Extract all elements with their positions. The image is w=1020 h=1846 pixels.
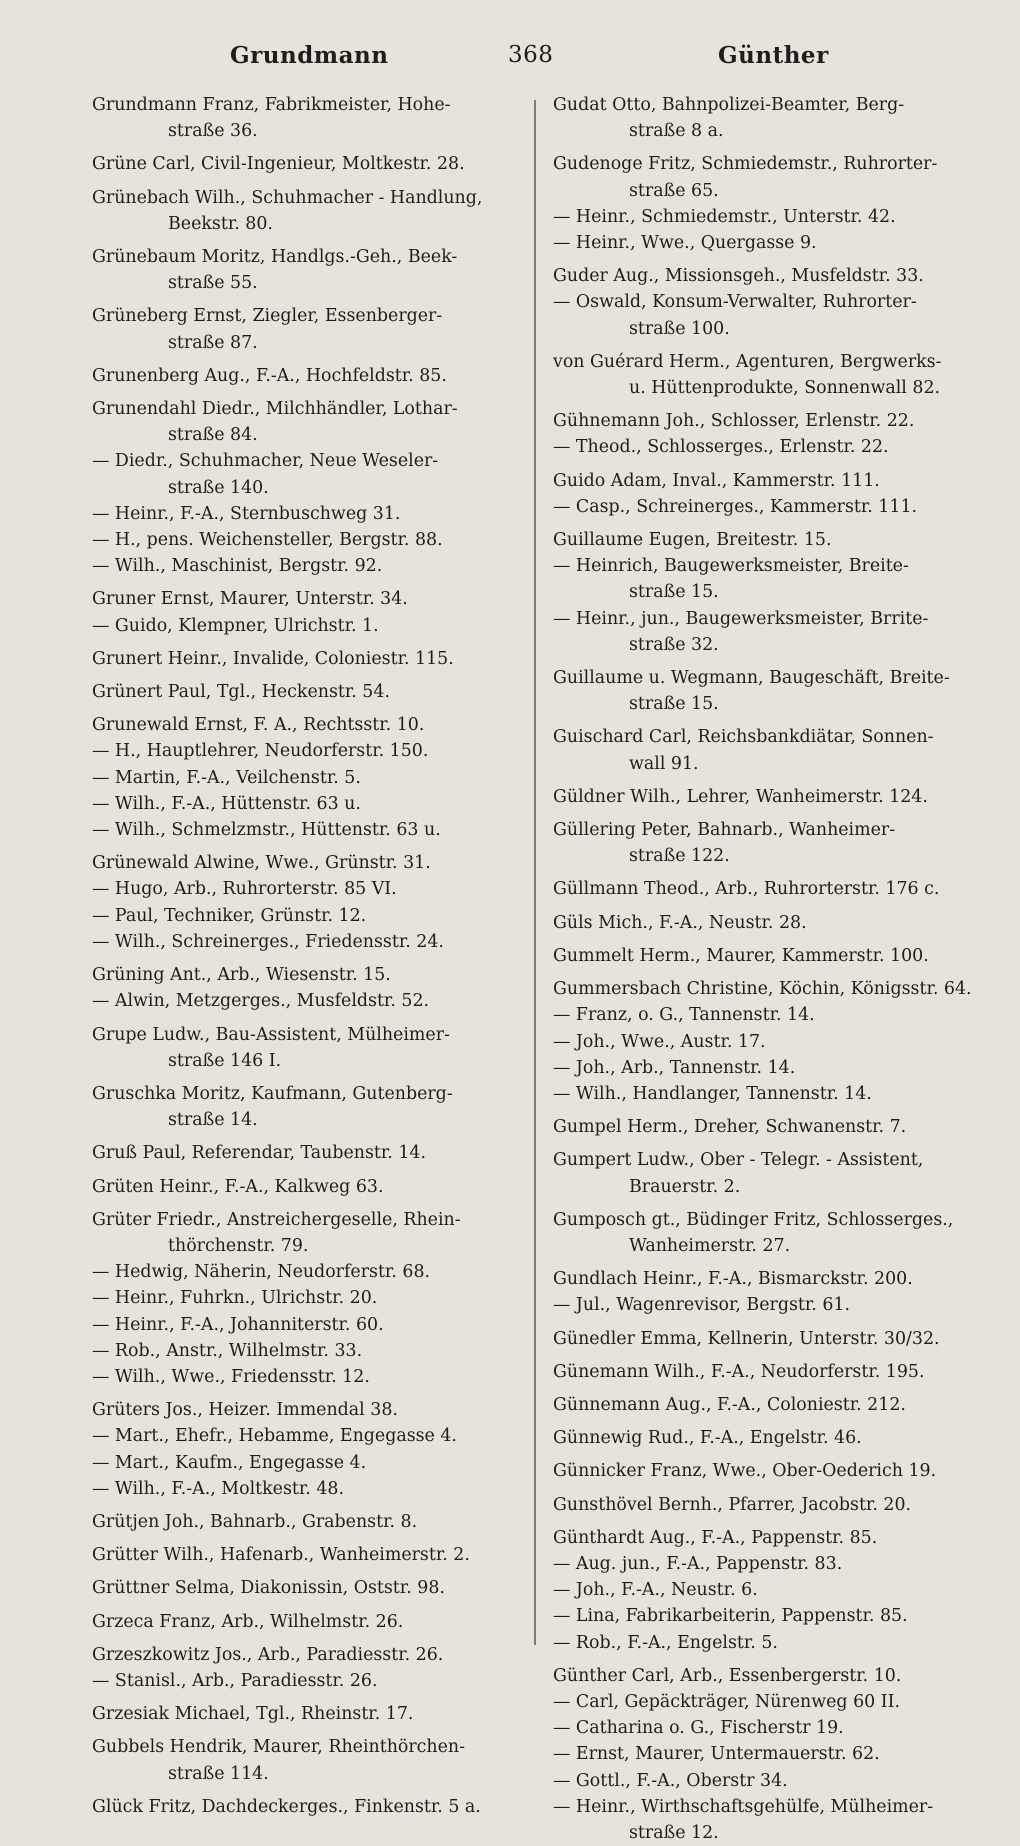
entry-line: Grüten Heinr., F.-A., Kalkweg 63. <box>92 1176 384 1197</box>
directory-entry <box>553 263 973 289</box>
entry-line: — Catharina o. G., Fischerstr 19. <box>553 1718 844 1739</box>
right-column <box>553 92 973 1846</box>
directory-entry <box>553 1359 973 1385</box>
directory-entry <box>553 1603 973 1629</box>
directory-entry <box>92 738 512 764</box>
directory-entry <box>92 876 512 902</box>
directory-entry <box>92 850 512 876</box>
entry-continuation: straße 87. <box>168 332 258 353</box>
entry-continuation: straße 15. <box>629 582 719 603</box>
entry-line: — Rob., Anstr., Wilhelmstr. 33. <box>92 1340 363 1361</box>
entry-line: — Ernst, Maurer, Untermauerstr. 62. <box>553 1744 880 1765</box>
entry-line: — H., Hauptlehrer, Neudorferstr. 150. <box>92 741 429 762</box>
directory-entry <box>553 1577 973 1603</box>
entry-line: Gumposch gt., Büdinger Fritz, Schlosserges., <box>553 1209 954 1230</box>
directory-entry <box>553 1492 973 1518</box>
entry-line: — Hedwig, Näherin, Neudorferstr. 68. <box>92 1262 431 1283</box>
entry-line: Grundmann Franz, Fabrikmeister, Hohe- <box>92 95 451 115</box>
entry-line: Grüter Friedr., Anstreichergeselle, Rhein- <box>92 1209 461 1230</box>
directory-entry <box>553 1081 973 1107</box>
directory-entry <box>92 1259 512 1285</box>
directory-entry <box>92 1022 512 1074</box>
directory-entry <box>92 151 512 177</box>
directory-entry <box>553 1715 973 1741</box>
entry-line: Güls Mich., F.-A., Neustr. 28. <box>553 912 807 933</box>
entry-line: — Theod., Schlosserges., Erlenstr. 22. <box>553 437 889 458</box>
entry-line: Grüne Carl, Civil-Ingenieur, Moltkestr. 28. <box>92 154 465 175</box>
directory-entry <box>553 1114 973 1140</box>
entry-continuation: straße 100. <box>629 318 730 339</box>
entry-line: — Paul, Techniker, Grünstr. 12. <box>92 905 367 926</box>
header-last-name: Günther <box>718 42 829 69</box>
directory-entry <box>92 1734 512 1786</box>
entry-line: Günnicker Franz, Wwe., Ober-Oederich 19. <box>553 1461 937 1482</box>
entry-line: — Stanisl., Arb., Paradiesstr. 26. <box>92 1670 378 1691</box>
entry-line: Gruß Paul, Referendar, Taubenstr. 14. <box>92 1143 427 1164</box>
entry-line: — Heinr., Wirthschaftsgehülfe, Mülheimer- <box>553 1796 934 1817</box>
entry-line: — Casp., Schreinerges., Kammerstr. 111. <box>553 496 918 517</box>
directory-entry <box>92 244 512 296</box>
left-column <box>92 92 512 1820</box>
entry-line: — Franz, o. G., Tannenstr. 14. <box>553 1005 815 1026</box>
header-first-name: Grundmann <box>230 42 389 69</box>
entry-line: — Wilh., Schreinerges., Friedensstr. 24. <box>92 931 444 952</box>
entry-line: — Lina, Fabrikarbeiterin, Pappenstr. 85. <box>553 1606 908 1627</box>
directory-entry <box>92 501 512 527</box>
entry-line: — Heinrich, Baugewerksmeister, Breite- <box>553 556 909 577</box>
entry-line: — Joh., Wwe., Austr. 17. <box>553 1031 766 1052</box>
directory-entry <box>553 1794 973 1846</box>
directory-entry <box>553 1029 973 1055</box>
entry-continuation: straße 55. <box>168 273 258 294</box>
entry-line: Gunsthövel Bernh., Pfarrer, Jacobstr. 20. <box>553 1494 912 1515</box>
entry-line: Grupe Ludw., Bau-Assistent, Mülheimer- <box>92 1024 450 1045</box>
directory-entry <box>92 988 512 1014</box>
directory-entry <box>553 724 973 776</box>
directory-entry <box>553 1266 973 1292</box>
directory-entry <box>553 230 973 256</box>
entry-line: Gumpert Ludw., Ober - Telegr. - Assistent, <box>553 1150 924 1171</box>
directory-entry <box>92 185 512 237</box>
directory-entry <box>553 494 973 520</box>
entry-line: Grunert Heinr., Invalide, Coloniestr. 115. <box>92 648 454 669</box>
directory-entry <box>92 1476 512 1502</box>
directory-entry <box>92 363 512 389</box>
entry-line: Gruschka Moritz, Kaufmann, Gutenberg- <box>92 1083 453 1104</box>
directory-entry <box>92 527 512 553</box>
entry-line: Guillaume u. Wegmann, Baugeschäft, Breite- <box>553 668 950 689</box>
entry-line: Grünebaum Moritz, Handlgs.-Geh., Beek- <box>92 247 458 268</box>
entry-line: — Gottl., F.-A., Oberstr 34. <box>553 1770 788 1791</box>
entry-line: Grzeszkowitz Jos., Arb., Paradiesstr. 26. <box>92 1644 444 1665</box>
directory-entry <box>553 1002 973 1028</box>
directory-entry <box>553 1768 973 1794</box>
directory-entry <box>553 151 973 203</box>
directory-entry <box>553 289 973 341</box>
directory-entry <box>92 1423 512 1449</box>
entry-line: Grünebach Wilh., Schuhmacher - Handlung, <box>92 187 483 208</box>
directory-entry <box>553 1326 973 1352</box>
entry-continuation: straße 140. <box>168 477 269 498</box>
directory-entry <box>92 396 512 448</box>
directory-entry <box>92 929 512 955</box>
directory-entry <box>553 1630 973 1656</box>
entry-line: — Joh., F.-A., Neustr. 6. <box>553 1580 758 1601</box>
entry-line: Grütter Wilh., Hafenarb., Wanheimerstr. 2. <box>92 1545 470 1566</box>
entry-continuation: u. Hüttenprodukte, Sonnenwall 82. <box>629 378 941 399</box>
entry-continuation: straße 14. <box>168 1110 258 1131</box>
entry-line: — Heinr., F.-A., Johanniterstr. 60. <box>92 1314 384 1335</box>
entry-line: — Wilh., Schmelzmstr., Hüttenstr. 63 u. <box>92 820 441 841</box>
directory-entry <box>553 1741 973 1767</box>
entry-line: Güldner Wilh., Lehrer, Wanheimerstr. 124. <box>553 786 928 807</box>
entry-line: Gundlach Heinr., F.-A., Bismarckstr. 200. <box>553 1269 913 1290</box>
directory-entry <box>92 1338 512 1364</box>
column-divider <box>534 100 536 1645</box>
entry-continuation: straße 32. <box>629 634 719 655</box>
directory-entry <box>553 910 973 936</box>
entry-line: Grüneberg Ernst, Ziegler, Essenberger- <box>92 306 443 327</box>
entry-line: Guischard Carl, Reichsbankdiätar, Sonnen- <box>553 727 934 748</box>
directory-entry <box>553 1525 973 1551</box>
entry-continuation: straße 15. <box>629 694 719 715</box>
directory-entry <box>553 665 973 717</box>
directory-entry <box>92 765 512 791</box>
directory-entry <box>92 679 512 705</box>
entry-continuation: straße 8 a. <box>629 121 724 142</box>
directory-entry <box>92 791 512 817</box>
entry-line: Günnewig Rud., F.-A., Engelstr. 46. <box>553 1428 862 1449</box>
directory-entry <box>92 1140 512 1166</box>
entry-line: Grüters Jos., Heizer. Immendal 38. <box>92 1400 398 1421</box>
directory-entry <box>92 903 512 929</box>
entry-line: Gühnemann Joh., Schlosser, Erlenstr. 22. <box>553 411 915 432</box>
entry-line: Güllmann Theod., Arb., Ruhrorterstr. 176 c. <box>553 879 940 900</box>
directory-entry <box>92 303 512 355</box>
directory-entry <box>92 1609 512 1635</box>
entry-line: Günemann Wilh., F.-A., Neudorferstr. 195. <box>553 1361 925 1382</box>
entry-continuation: straße 65. <box>629 180 719 201</box>
directory-entry <box>553 1207 973 1259</box>
directory-entry <box>92 712 512 738</box>
directory-entry <box>92 1450 512 1476</box>
entry-continuation: straße 114. <box>168 1763 269 1784</box>
entry-line: — Heinr., jun., Baugewerksmeister, Brrite- <box>553 608 929 629</box>
entry-line: — Martin, F.-A., Veilchenstr. 5. <box>92 767 361 788</box>
directory-entry <box>553 1392 973 1418</box>
entry-line: — Aug. jun., F.-A., Pappenstr. 83. <box>553 1553 843 1574</box>
directory-entry <box>92 1081 512 1133</box>
entry-line: Günedler Emma, Kellnerin, Unterstr. 30/32. <box>553 1328 940 1349</box>
entry-line: — Wilh., Maschinist, Bergstr. 92. <box>92 556 383 577</box>
directory-entry <box>553 606 973 658</box>
entry-line: Grünert Paul, Tgl., Heckenstr. 54. <box>92 682 390 703</box>
entry-continuation: wall 91. <box>629 753 699 774</box>
directory-entry <box>553 784 973 810</box>
directory-entry <box>553 1551 973 1577</box>
entry-continuation: Wanheimerstr. 27. <box>629 1235 791 1256</box>
directory-entry <box>92 1207 512 1259</box>
directory-entry <box>553 349 973 401</box>
entry-line: — Oswald, Konsum-Verwalter, Ruhrorter- <box>553 292 917 313</box>
directory-entry <box>92 92 512 144</box>
entry-line: Grüttner Selma, Diakonissin, Oststr. 98. <box>92 1578 445 1599</box>
entry-line: — Heinr., F.-A., Sternbuschweg 31. <box>92 503 401 524</box>
entry-line: Grütjen Joh., Bahnarb., Grabenstr. 8. <box>92 1511 418 1532</box>
directory-entry <box>553 527 973 553</box>
directory-entry <box>92 586 512 612</box>
directory-entry <box>92 1668 512 1694</box>
entry-line: — Hugo, Arb., Ruhrorterstr. 85 VI. <box>92 879 397 900</box>
entry-line: — Jul., Wagenrevisor, Bergstr. 61. <box>553 1295 850 1316</box>
entry-line: — Guido, Klempner, Ulrichstr. 1. <box>92 615 379 636</box>
directory-entry <box>92 553 512 579</box>
entry-line: Grünewald Alwine, Wwe., Grünstr. 31. <box>92 853 431 874</box>
directory-entry <box>92 646 512 672</box>
entry-line: Grunendahl Diedr., Milchhändler, Lothar- <box>92 399 458 420</box>
directory-entry <box>92 1642 512 1668</box>
entry-line: Grunenberg Aug., F.-A., Hochfeldstr. 85. <box>92 365 447 386</box>
directory-entry <box>92 613 512 639</box>
entry-line: Gubbels Hendrik, Maurer, Rheinthörchen- <box>92 1737 465 1758</box>
entry-continuation: Beekstr. 80. <box>168 213 273 234</box>
entry-line: Guillaume Eugen, Breitestr. 15. <box>553 530 832 551</box>
directory-entry <box>92 1509 512 1535</box>
directory-entry <box>553 468 973 494</box>
entry-line: Gudenoge Fritz, Schmiedemstr., Ruhrorter- <box>553 154 938 175</box>
directory-entry <box>92 1542 512 1568</box>
entry-line: — Wilh., Handlanger, Tannenstr. 14. <box>553 1083 872 1104</box>
entry-line: Gummersbach Christine, Köchin, Königsstr. 64. <box>553 979 972 1000</box>
entry-line: Gruner Ernst, Maurer, Unterstr. 34. <box>92 589 408 610</box>
entry-line: Gumpel Herm., Dreher, Schwanenstr. 7. <box>553 1117 907 1138</box>
entry-line: — H., pens. Weichensteller, Bergstr. 88. <box>92 530 443 551</box>
directory-entry <box>92 1285 512 1311</box>
entry-continuation: straße 36. <box>168 121 258 142</box>
directory-entry <box>553 204 973 230</box>
directory-entry <box>92 962 512 988</box>
entry-line: — Joh., Arb., Tannenstr. 14. <box>553 1057 796 1078</box>
directory-entry <box>553 1425 973 1451</box>
directory-entry <box>553 876 973 902</box>
directory-entry <box>92 448 512 500</box>
entry-continuation: straße 146 I. <box>168 1050 282 1071</box>
entry-line: — Rob., F.-A., Engelstr. 5. <box>553 1632 778 1653</box>
entry-line: — Heinr., Fuhrkn., Ulrichstr. 20. <box>92 1288 378 1309</box>
directory-entry <box>553 92 973 144</box>
entry-line: — Heinr., Wwe., Quergasse 9. <box>553 233 817 254</box>
directory-entry <box>92 1364 512 1390</box>
directory-entry <box>553 408 973 434</box>
entry-line: Glück Fritz, Dachdeckerges., Finkenstr. 5 a. <box>92 1796 481 1817</box>
entry-line: — Heinr., Schmiedemstr., Unterstr. 42. <box>553 206 896 227</box>
entry-continuation: thörchenstr. 79. <box>168 1235 309 1256</box>
directory-entry <box>553 1663 973 1689</box>
entry-line: Günnemann Aug., F.-A., Coloniestr. 212. <box>553 1394 906 1415</box>
directory-entry <box>92 1312 512 1338</box>
entry-line: Güllering Peter, Bahnarb., Wanheimer- <box>553 820 896 841</box>
directory-entry <box>553 553 973 605</box>
entry-line: — Mart., Ehefr., Hebamme, Engegasse 4. <box>92 1426 457 1447</box>
directory-entry <box>553 943 973 969</box>
entry-line: Gummelt Herm., Maurer, Kammerstr. 100. <box>553 945 929 966</box>
entry-line: — Diedr., Schuhmacher, Neue Weseler- <box>92 451 439 472</box>
entry-line: Gudat Otto, Bahnpolizei-Beamter, Berg- <box>553 95 905 115</box>
directory-entry <box>92 1575 512 1601</box>
page-number: 368 <box>508 42 554 68</box>
directory-entry <box>553 1147 973 1199</box>
directory-entry <box>553 817 973 869</box>
entry-line: von Guérard Herm., Agenturen, Bergwerks- <box>553 351 942 372</box>
entry-line: Guido Adam, Inval., Kammerstr. 111. <box>553 470 880 491</box>
entry-line: Guder Aug., Missionsgeh., Musfeldstr. 33. <box>553 266 924 287</box>
directory-entry <box>92 1397 512 1423</box>
entry-line: — Mart., Kaufm., Engegasse 4. <box>92 1452 367 1473</box>
directory-entry <box>553 434 973 460</box>
directory-entry <box>553 1292 973 1318</box>
directory-entry <box>92 1174 512 1200</box>
directory-entry <box>553 976 973 1002</box>
entry-continuation: straße 122. <box>629 846 730 867</box>
entry-line: Grüning Ant., Arb., Wiesenstr. 15. <box>92 965 391 986</box>
entry-line: — Wilh., F.-A., Moltkestr. 48. <box>92 1478 344 1499</box>
entry-line: — Alwin, Metzgerges., Musfeldstr. 52. <box>92 991 430 1012</box>
directory-entry <box>553 1458 973 1484</box>
directory-entry <box>92 817 512 843</box>
entry-line: — Carl, Gepäckträger, Nürenweg 60 II. <box>553 1691 901 1712</box>
entry-line: Grunewald Ernst, F. A., Rechtsstr. 10. <box>92 715 425 736</box>
entry-line: Grzeca Franz, Arb., Wilhelmstr. 26. <box>92 1611 404 1632</box>
directory-entry <box>553 1055 973 1081</box>
directory-entry <box>92 1701 512 1727</box>
entry-line: Günthardt Aug., F.-A., Pappenstr. 85. <box>553 1527 878 1548</box>
entry-line: — Wilh., F.-A., Hüttenstr. 63 u. <box>92 793 361 814</box>
entry-line: Günther Carl, Arb., Essenbergerstr. 10. <box>553 1665 902 1686</box>
directory-entry <box>92 1794 512 1820</box>
entry-continuation: straße 12. <box>629 1822 719 1843</box>
entry-line: Grzesiak Michael, Tgl., Rheinstr. 17. <box>92 1704 414 1725</box>
entry-continuation: straße 84. <box>168 425 258 446</box>
entry-line: — Wilh., Wwe., Friedensstr. 12. <box>92 1366 370 1387</box>
entry-continuation: Brauerstr. 2. <box>629 1176 741 1197</box>
directory-entry <box>553 1689 973 1715</box>
